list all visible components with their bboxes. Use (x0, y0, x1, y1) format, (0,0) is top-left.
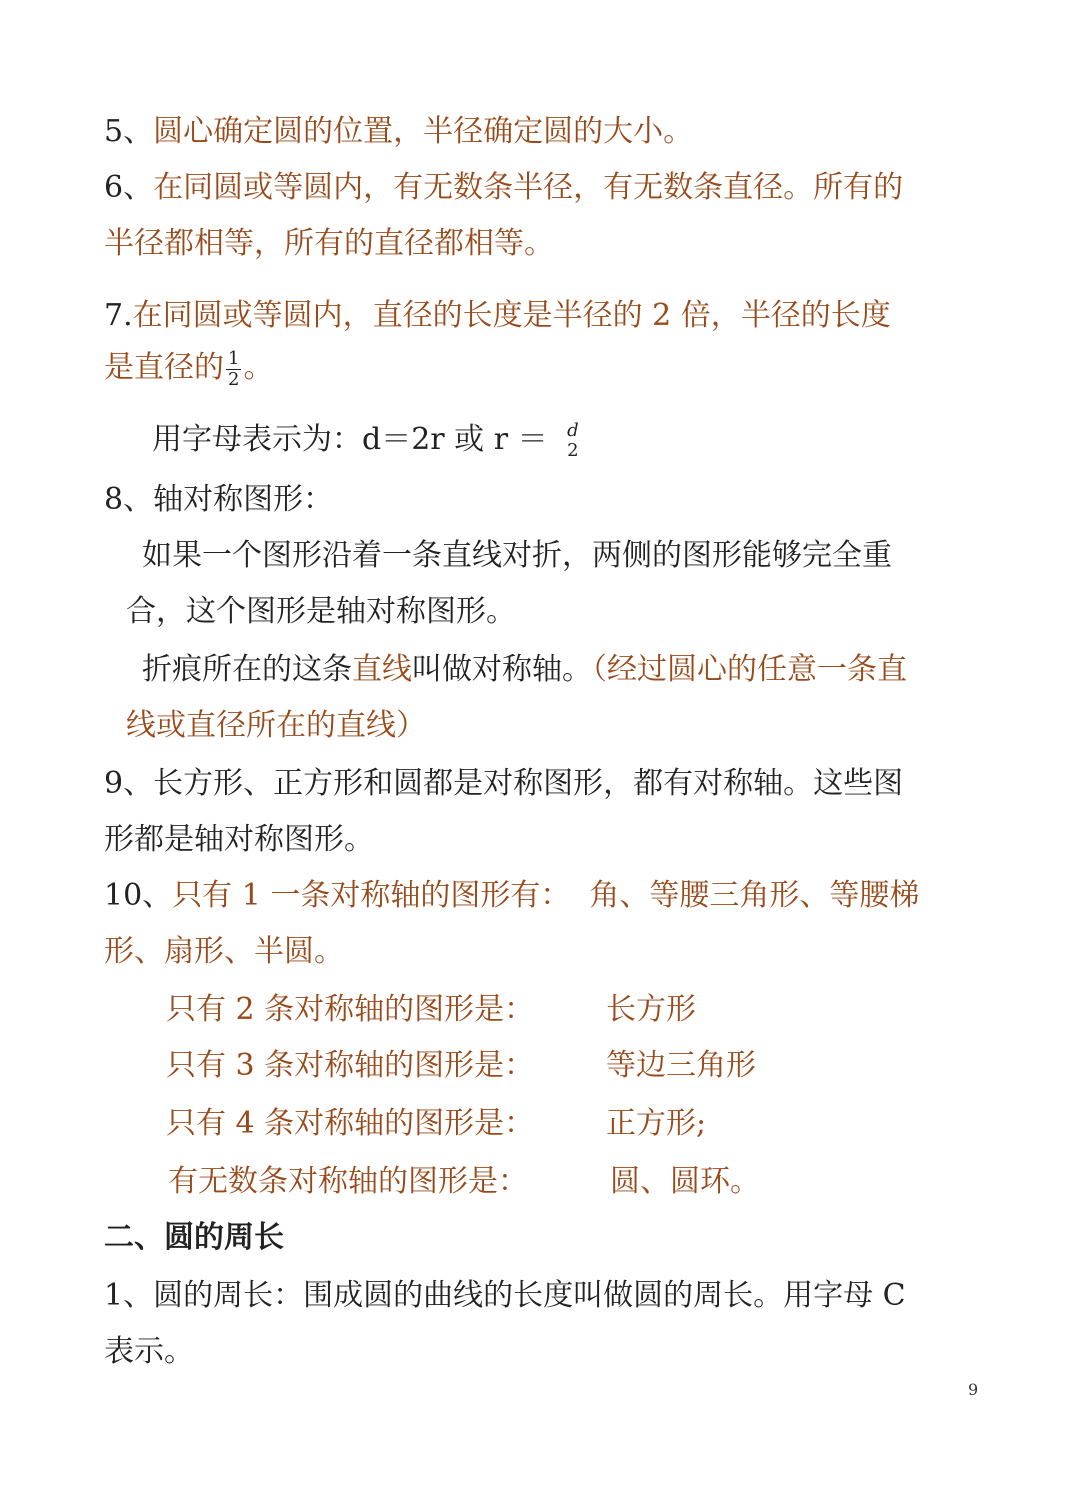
item-6-line-1 (104, 168, 903, 208)
fraction-denominator: 2 (567, 440, 579, 461)
fraction-numerator: 1 (228, 347, 240, 369)
item-9-text-1: 长方形、正方形和圆都是对称图形，都有对称轴。这些图 (153, 766, 904, 801)
item-7-text-1: 在同圆或等圆内，直径的长度是半径的 2 倍，半径的长度 (132, 298, 891, 333)
page-number: 9 (968, 1380, 979, 1399)
d-over-2-fraction (565, 421, 581, 461)
axes-row-infinite-value: 圆、圆环。 (610, 1164, 760, 1199)
item-7-text-end: 。 (243, 350, 274, 385)
section-2-heading: 二、圆的周长 (104, 1220, 284, 1255)
item-5-text: 圆心确定圆的位置，半径确定圆的大小。 (153, 114, 694, 149)
axes-row-2-label: 只有 2 条对称轴的图形是： (166, 992, 535, 1027)
fraction-numerator: d (567, 420, 579, 441)
axes-row-2-value: 长方形 (606, 992, 696, 1027)
item-8-title: 轴对称图形： (153, 482, 334, 517)
formula-line (152, 420, 583, 461)
axes-row-4-label: 只有 4 条对称轴的图形是： (166, 1106, 535, 1141)
item-8-p2-b: 直线 (352, 652, 412, 687)
section-2-item-1-line-2: 表示。 (104, 1334, 194, 1369)
item-9-number: 9、 (104, 766, 154, 801)
formula-text: 用字母表示为：d＝2r 或 r ＝ (152, 422, 548, 457)
axes-row-infinite-label: 有无数条对称轴的图形是： (168, 1164, 528, 1199)
item-7-line-1 (104, 296, 891, 336)
item-10-text-1: 只有 1 一条对称轴的图形有： 角、等腰三角形、等腰梯 (172, 878, 920, 913)
section-2-item-1-text: 圆的周长：围成圆的曲线的长度叫做圆的周长。用字母 C (153, 1278, 906, 1313)
axes-row-3-value: 等边三角形 (606, 1048, 756, 1083)
half-fraction (226, 349, 241, 390)
item-8-p2-d: （经过圆心的任意一条直 (592, 652, 907, 687)
item-10-line-2: 形、扇形、半圆。 (104, 934, 344, 969)
item-9-line-2: 形都是轴对称图形。 (104, 822, 374, 857)
item-8-number: 8、 (104, 482, 154, 517)
item-7-text-2: 是直径的 (104, 350, 224, 385)
item-7-line-2 (104, 348, 273, 390)
item-7-number: 7. (104, 298, 133, 333)
item-6-line-2: 半径都相等，所有的直径都相等。 (104, 226, 554, 261)
item-10-number: 10、 (104, 878, 173, 913)
item-8-p2-line-2: 线或直径所在的直线） (126, 708, 426, 743)
item-8-title-line (104, 480, 333, 520)
item-8-p1-line-1: 如果一个图形沿着一条直线对折，两侧的图形能够完全重 (142, 538, 892, 573)
axes-row-3-label: 只有 3 条对称轴的图形是： (166, 1048, 535, 1083)
item-5-number: 5、 (104, 114, 154, 149)
section-2-item-1-number: 1、 (104, 1278, 154, 1313)
axes-row-4-value: 正方形; (606, 1106, 707, 1141)
item-6-text-1: 在同圆或等圆内，有无数条半径，有无数条直径。所有的 (153, 170, 904, 205)
item-9-line-1 (104, 764, 903, 804)
fraction-denominator: 2 (228, 368, 240, 390)
item-8-p2-a: 折痕所在的这条 (142, 652, 352, 687)
section-2-item-1-line-1 (104, 1276, 906, 1316)
item-5 (104, 112, 693, 152)
item-8-p2-line-1 (142, 650, 907, 690)
item-10-line-1 (104, 876, 919, 916)
item-8-p1-line-2: 合，这个图形是轴对称图形。 (126, 594, 516, 629)
item-6-number: 6、 (104, 170, 154, 205)
item-8-p2-c: 叫做对称轴。 (412, 652, 592, 687)
